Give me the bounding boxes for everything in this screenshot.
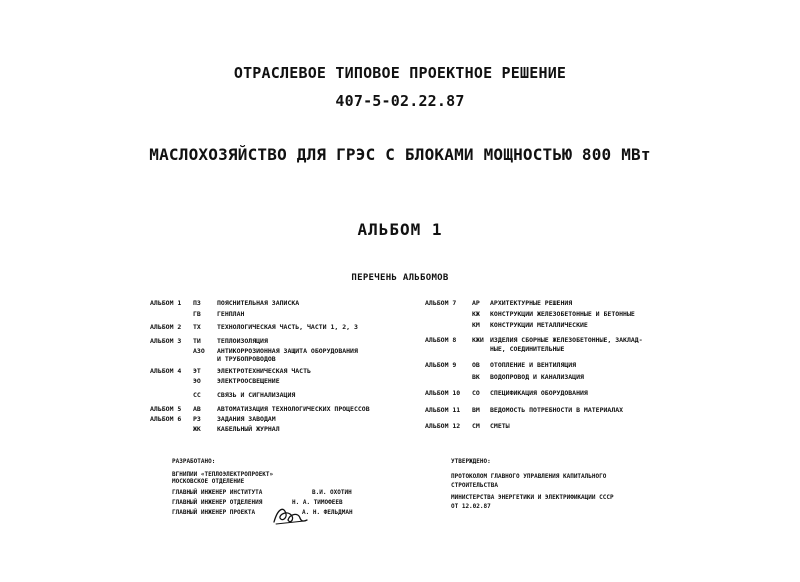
signatory-row xyxy=(172,488,352,499)
developer-org: ВГНИПИИ «ТЕПЛОЭЛЕКТРОПРОЕКТ» xyxy=(172,471,274,479)
album-description: ВЕДОМОСТЬ ПОТРЕБНОСТИ В МАТЕРИАЛАХ xyxy=(490,406,624,414)
developer-branch: МОСКОВСКОЕ ОТДЕЛЕНИЕ xyxy=(172,478,245,486)
album-number: АЛЬБОМ 11 xyxy=(425,406,461,414)
album-list-title: ПЕРЕЧЕНЬ АЛЬБОМОВ xyxy=(351,273,449,283)
signatory-role: ГЛАВНЫЙ ИНЖЕНЕР ИНСТИТУТА xyxy=(172,488,263,496)
album-description: КОНСТРУКЦИИ ЖЕЛЕЗОБЕТОННЫЕ И БЕТОННЫЕ xyxy=(490,310,635,318)
album-title: АЛЬБОМ 1 xyxy=(357,220,443,239)
album-code: АВ xyxy=(193,405,201,413)
album-number: АЛЬБОМ 1 xyxy=(150,299,182,307)
album-code: ОВ xyxy=(472,361,480,369)
album-code: ПЗ xyxy=(193,299,201,307)
album-number: АЛЬБОМ 3 xyxy=(150,337,182,345)
album-code: ВМ xyxy=(472,406,480,414)
album-description: ЭЛЕКТРОТЕХНИЧЕСКАЯ ЧАСТЬ xyxy=(217,367,311,375)
album-code: КМ xyxy=(472,321,480,329)
approved-block xyxy=(451,458,614,510)
album-number: АЛЬБОМ 8 xyxy=(425,336,457,344)
album-description: АРХИТЕКТУРНЫЕ РЕШЕНИЯ xyxy=(490,299,573,307)
album-list-right xyxy=(425,300,725,440)
album-number: АЛЬБОМ 9 xyxy=(425,361,457,369)
album-code: ЖК xyxy=(193,425,201,433)
album-description: АВТОМАТИЗАЦИЯ ТЕХНОЛОГИЧЕСКИХ ПРОЦЕССОВ xyxy=(217,405,370,413)
album-number: АЛЬБОМ 4 xyxy=(150,367,182,375)
document-type-heading: ОТРАСЛЕВОЕ ТИПОВОЕ ПРОЕКТНОЕ РЕШЕНИЕ xyxy=(233,64,567,82)
album-code: ВК xyxy=(472,373,480,381)
approval-line: МИНИСТЕРСТВА ЭНЕРГЕТИКИ И ЭЛЕКТРИФИКАЦИИ СССР xyxy=(451,493,614,501)
album-description: СВЯЗЬ И СИГНАЛИЗАЦИЯ xyxy=(217,391,296,399)
album-code: АР xyxy=(472,299,480,307)
album-description: ИЗДЕЛИЯ СБОРНЫЕ ЖЕЛЕЗОБЕТОННЫЕ, ЗАКЛАД- xyxy=(490,336,643,344)
album-description: СПЕЦИФИКАЦИЯ ОБОРУДОВАНИЯ xyxy=(490,389,588,397)
album-description: ТЕПЛОИЗОЛЯЦИЯ xyxy=(217,337,268,345)
project-title: МАСЛОХОЗЯЙСТВО ДЛЯ ГРЭС С БЛОКАМИ МОЩНОСТЬЮ 800 МВт xyxy=(149,145,651,164)
signatory-row xyxy=(172,508,353,519)
album-code: ТХ xyxy=(193,323,201,331)
album-number: АЛЬБОМ 2 xyxy=(150,323,182,331)
signatory-role: ГЛАВНЫЙ ИНЖЕНЕР ОТДЕЛЕНИЯ xyxy=(172,498,263,506)
album-code: РЗ xyxy=(193,415,201,423)
album-number: АЛЬБОМ 6 xyxy=(150,415,182,423)
album-list-left xyxy=(150,300,440,440)
album-description: КАБЕЛЬНЫЙ ЖУРНАЛ xyxy=(217,425,280,433)
album-code: ЭТ xyxy=(193,367,201,375)
album-code: ТИ xyxy=(193,337,201,345)
album-number: АЛЬБОМ 5 xyxy=(150,405,182,413)
album-description: КОНСТРУКЦИИ МЕТАЛЛИЧЕСКИЕ xyxy=(490,321,588,329)
approval-line: ПРОТОКОЛОМ ГЛАВНОГО УПРАВЛЕНИЯ КАПИТАЛЬНОГО xyxy=(451,473,607,481)
signatory-role: ГЛАВНЫЙ ИНЖЕНЕР ПРОЕКТА xyxy=(172,508,256,516)
album-code: СС xyxy=(193,391,201,399)
album-description: НЫЕ, СОЕДИНИТЕЛЬНЫЕ xyxy=(490,345,565,353)
handwritten-signature xyxy=(270,502,310,528)
album-code: СМ xyxy=(472,422,480,430)
approval-date: ОТ 12.02.87 xyxy=(451,502,491,510)
album-number: АЛЬБОМ 7 xyxy=(425,299,457,307)
album-code: АЗО xyxy=(193,347,205,355)
album-description: ЭЛЕКТРООСВЕЩЕНИЕ xyxy=(217,377,280,385)
album-description: СМЕТЫ xyxy=(490,422,510,430)
developed-block xyxy=(172,458,353,519)
approved-label: УТВЕРЖДЕНО: xyxy=(451,458,491,465)
album-description: ВОДОПРОВОД И КАНАЛИЗАЦИЯ xyxy=(490,373,584,381)
album-code: ЭО xyxy=(193,377,201,385)
album-code: КЖИ xyxy=(472,336,484,344)
signatory-name: В.И. ОХОТИН xyxy=(312,488,352,496)
developed-label: РАЗРАБОТАНО: xyxy=(172,458,216,465)
signatory-name: Н. А. ТИМОФЕЕВ xyxy=(292,498,343,506)
album-number: АЛЬБОМ 10 xyxy=(425,389,461,397)
album-code: СО xyxy=(472,389,480,397)
album-description: И ТРУБОПРОВОДОВ xyxy=(217,355,276,363)
album-number: АЛЬБОМ 12 xyxy=(425,422,461,430)
album-description: АНТИКОРРОЗИОННАЯ ЗАЩИТА ОБОРУДОВАНИЯ xyxy=(217,347,358,355)
album-description: ПОЯСНИТЕЛЬНАЯ ЗАПИСКА xyxy=(217,299,300,307)
album-description: ТЕХНОЛОГИЧЕСКАЯ ЧАСТЬ, ЧАСТИ 1, 2, 3 xyxy=(217,323,358,331)
signatory-name: А. Н. ФЕЛЬДМАН xyxy=(302,508,353,516)
document-number: 407-5-02.22.87 xyxy=(335,92,465,110)
signatory-row xyxy=(172,498,343,509)
album-code: ГВ xyxy=(193,310,201,318)
album-description: ОТОПЛЕНИЕ И ВЕНТИЛЯЦИЯ xyxy=(490,361,577,369)
album-code: КЖ xyxy=(472,310,480,318)
album-description: ГЕНПЛАН xyxy=(217,310,245,318)
approval-line: СТРОИТЕЛЬСТВА xyxy=(451,482,498,490)
album-description: ЗАДАНИЯ ЗАВОДАМ xyxy=(217,415,276,423)
